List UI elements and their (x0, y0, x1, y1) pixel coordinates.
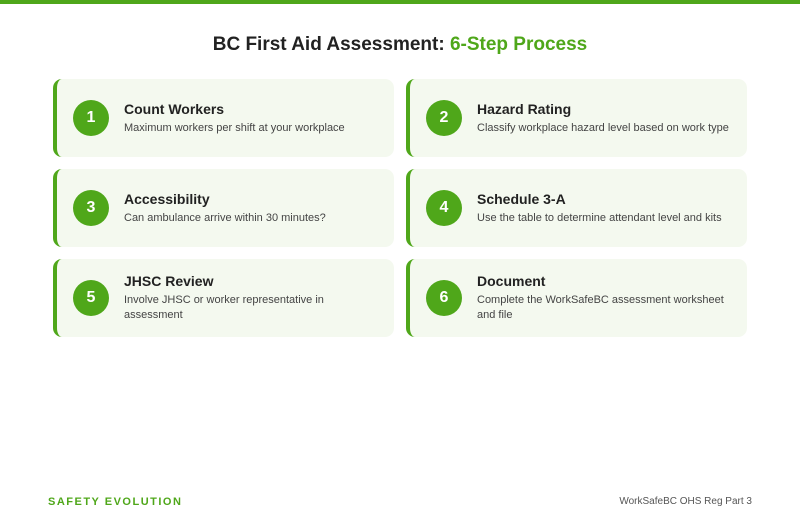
step-card-4 (406, 169, 747, 247)
step-text (477, 101, 729, 136)
step-card-2 (406, 79, 747, 157)
footer-brand: SAFETY EVOLUTION (48, 496, 183, 508)
step-number-badge: 1 (73, 100, 109, 136)
page-title (0, 34, 800, 56)
step-number-badge: 6 (426, 280, 462, 316)
step-title: Document (477, 273, 546, 289)
step-title: Count Workers (124, 100, 225, 117)
step-text (124, 273, 378, 323)
step-description: Use the table to determine attendant level and kits (477, 211, 722, 224)
step-text (124, 191, 326, 226)
steps-grid (53, 79, 747, 337)
step-title: JHSC Review (124, 273, 214, 289)
step-card-3 (53, 169, 394, 247)
step-card-1 (53, 79, 394, 157)
step-number-badge: 5 (73, 280, 109, 316)
step-title: Accessibility (124, 190, 210, 207)
title-accent: 6-Step Process (449, 34, 588, 55)
step-card-5 (53, 259, 394, 337)
step-description: Maximum workers per shift at your workplace (124, 121, 345, 134)
step-number-badge: 4 (426, 190, 462, 226)
step-title: Schedule 3-A (477, 190, 566, 207)
top-accent-bar (0, 0, 800, 4)
step-number-badge: 3 (73, 190, 109, 226)
step-description: Can ambulance arrive within 30 minutes? (124, 211, 326, 224)
step-title: Hazard Rating (477, 100, 572, 117)
step-card-6 (406, 259, 747, 337)
step-text (477, 273, 731, 323)
title-main: BC First Aid Assessment: (212, 34, 445, 55)
step-number-badge: 2 (426, 100, 462, 136)
step-description: Complete the WorkSafeBC assessment worksheet and file (477, 294, 724, 321)
step-description: Involve JHSC or worker representative in assessment (124, 294, 324, 321)
step-text (124, 101, 345, 136)
step-text (477, 191, 722, 226)
footer-reference: WorkSafeBC OHS Reg Part 3 (619, 496, 752, 507)
step-description: Classify workplace hazard level based on work type (477, 121, 729, 134)
